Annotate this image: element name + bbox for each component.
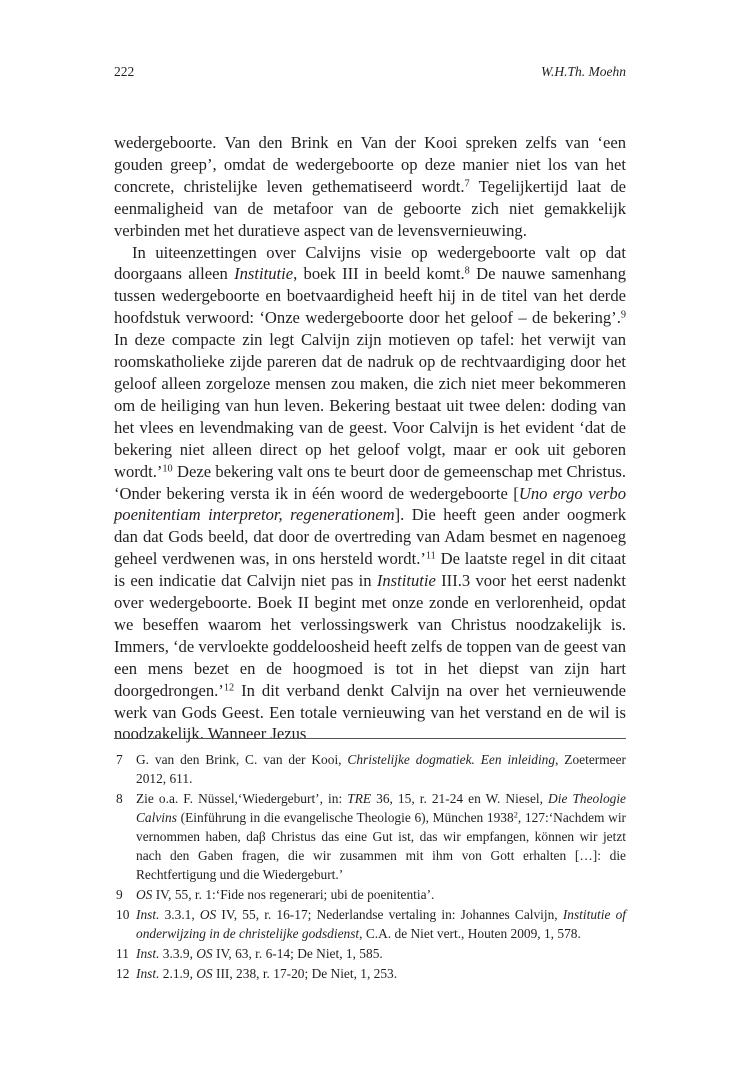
italic-title: Institutie of onderwijzing in de christelijke godsdienst: [136, 907, 626, 941]
text-run: In deze compacte zin legt Calvijn zijn motieven op tafel: het verwijt van roomskatholieke zijde pareren dat de nadruk op de rechtvaardiging door het geloof alleen zorgeloze mensen zou maken, die zich niet meer bekommeren om de heiliging van hun leven. Bekering bestaat uit twee delen: doding van het vlees en levendmaking van de geest. Voor Calvijn is het evident ‘dat de bekering niet alleen direct op het geloof volgt, maar er ook uit geboren wordt.’: [114, 330, 626, 481]
italic-title: TRE: [347, 791, 372, 806]
running-header: [114, 64, 626, 80]
footnote-text: [136, 885, 626, 904]
italic-title: OS: [199, 907, 217, 922]
text-run: (Einführung in die evangelische Theologie 6), München 1938: [176, 810, 514, 825]
text-run: In uiteenzettingen over Calvijns visie op wedergeboorte valt op dat doorgaans alleen: [114, 242, 626, 284]
running-head-author: W.H.Th. Moehn: [540, 64, 626, 79]
text-run: De nauwe samenhang tussen wedergeboorte en boetvaardigheid heeft hij in de titel van het derde hoofdstuk verwoord: ‘Onze wedergeboorte door het geloof – de bekering’.: [114, 264, 627, 328]
italic-title: OS: [196, 966, 213, 981]
footnote-ref-7[interactable]: 7: [464, 178, 470, 190]
text-run: In dit verband denkt Calvijn na over het vernieuwende werk van Gods Geest. Een totale vernieuwing van het verstand en de wil is noodzakelijk. Wanneer Jezus: [114, 680, 626, 744]
text-run: wedergeboorte. Van den Brink en Van der Kooi spreken zelfs van ‘een gouden greep’, omdat de wedergeboorte op deze manier niet los van het concrete, christelijke leven gethematiseerd wordt.: [114, 133, 626, 196]
text-run: IV, 63, r. 6-14; De Niet, 1, 585.: [212, 946, 383, 961]
text-run: Tegelijkertijd laat de eenmaligheid van de metafoor van de geboorte zich niet gemakkelijk verbinden met het duratieve aspect van de levensvernieuwing.: [114, 176, 626, 240]
footnote-text: [136, 944, 626, 963]
italic-title: Institutie: [234, 264, 294, 284]
text-run: , boek III in beeld komt.: [293, 264, 465, 284]
footnote-number: 9: [116, 887, 123, 902]
text-run: ]. Die heeft geen ander oogmerk dan dat Gods beeld, dat door de overtreding van Adam besmet en nagenoeg geheel verdwenen was, in ons hersteld wordt.’: [114, 505, 626, 569]
footnote-text: [136, 750, 626, 788]
italic-title: Institutie: [376, 571, 436, 591]
text-run: De laatste regel in dit citaat is een indicatie dat Calvijn niet pas in: [114, 549, 627, 591]
footnote-number: 11: [116, 946, 129, 961]
footnote-number: 10: [116, 907, 130, 922]
italic-title: Inst.: [136, 907, 160, 922]
edition-superscript: 2: [513, 810, 518, 820]
text-run: Zie o.a. F. Nüssel,‘Wiedergeburt’, in:: [136, 791, 348, 806]
text-run: 3.3.1,: [159, 907, 200, 922]
footnote-9: [114, 885, 626, 904]
text-run: III, 238, r. 17-20; De Niet, 1, 253.: [212, 966, 398, 981]
footnote-11: [114, 944, 626, 963]
text-run: IV, 55, r. 16-17; Nederlandse vertaling in: Johannes Calvijn,: [216, 907, 563, 922]
footnote-ref-10[interactable]: 10: [162, 462, 173, 474]
footnote-ref-9[interactable]: 9: [620, 309, 626, 321]
paragraph-1: [114, 132, 626, 242]
text-run: G. van den Brink, C. van der Kooi,: [136, 752, 348, 767]
footnote-number: 8: [116, 791, 123, 806]
latin-quote: Uno ergo verbo poenitentiam interpretor, regenerationem: [114, 483, 626, 525]
footnote-8: [114, 789, 626, 884]
page-number: 222: [114, 64, 135, 79]
text-run: Deze bekering valt ons te beurt door de gemeenschap met Christus. ‘Onder bekering versta ik in één woord de wedergeboorte [: [114, 461, 626, 503]
footnotes: [114, 750, 626, 984]
italic-title: Die Theologie Calvins: [136, 791, 626, 825]
footnote-ref-12[interactable]: 12: [223, 682, 235, 693]
italic-title: Christelijke dogmatiek. Een inleiding: [347, 752, 556, 767]
italic-title: Inst.: [136, 946, 160, 961]
paragraph-2: [114, 242, 626, 746]
text-run: 2.1.9,: [159, 966, 197, 981]
italic-title: Inst.: [136, 966, 160, 981]
footnote-10: [114, 905, 626, 943]
text-run: 3.3.9,: [159, 946, 197, 961]
footnote-divider: [114, 738, 626, 739]
text-run: , Zoetermeer 2012, 611.: [136, 752, 626, 786]
main-text: [114, 132, 626, 745]
footnote-text: [136, 905, 626, 943]
footnote-number: 7: [116, 752, 123, 767]
footnote-number: 12: [116, 966, 130, 981]
italic-title: OS: [136, 887, 153, 902]
footnote-ref-11[interactable]: 11: [425, 550, 436, 562]
text-run: , C.A. de Niet vert., Houten 2009, 1, 578.: [359, 926, 581, 941]
footnote-ref-8[interactable]: 8: [464, 265, 470, 277]
italic-title: OS: [196, 946, 213, 961]
text-run: IV, 55, r. 1:‘Fide nos regenerari; ubi de poenitentia’.: [152, 887, 435, 902]
footnote-text: [136, 964, 626, 983]
text-run: , 127:‘Nachdem wir vernommen haben, daβ Christus das eine Gut ist, das wir empfangen, können wir jetzt nach den Gaben fragen, die wir zusammen mit ihm von Gott erhalten […]: die Rechtfertigung und die Wiedergeburt.’: [136, 810, 627, 882]
footnote-7: [114, 750, 626, 788]
text-run: III.3 voor het eerst nadenkt over wedergeboorte. Boek II begint met onze zonde en verlorenheid, opdat we beseffen waarom het verlossingswerk van Christus noodzakelijk is. Immers, ‘de vervloekte goddeloosheid heeft zelfs de toppen van de geest van een mens bezet en de hoogmoed is tot in het diepst van zijn hart doorgedrongen.’: [114, 571, 626, 700]
footnote-12: [114, 964, 626, 983]
text-run: 36, 15, r. 21-24 en W. Niesel,: [371, 791, 549, 806]
footnote-text: [136, 789, 626, 884]
